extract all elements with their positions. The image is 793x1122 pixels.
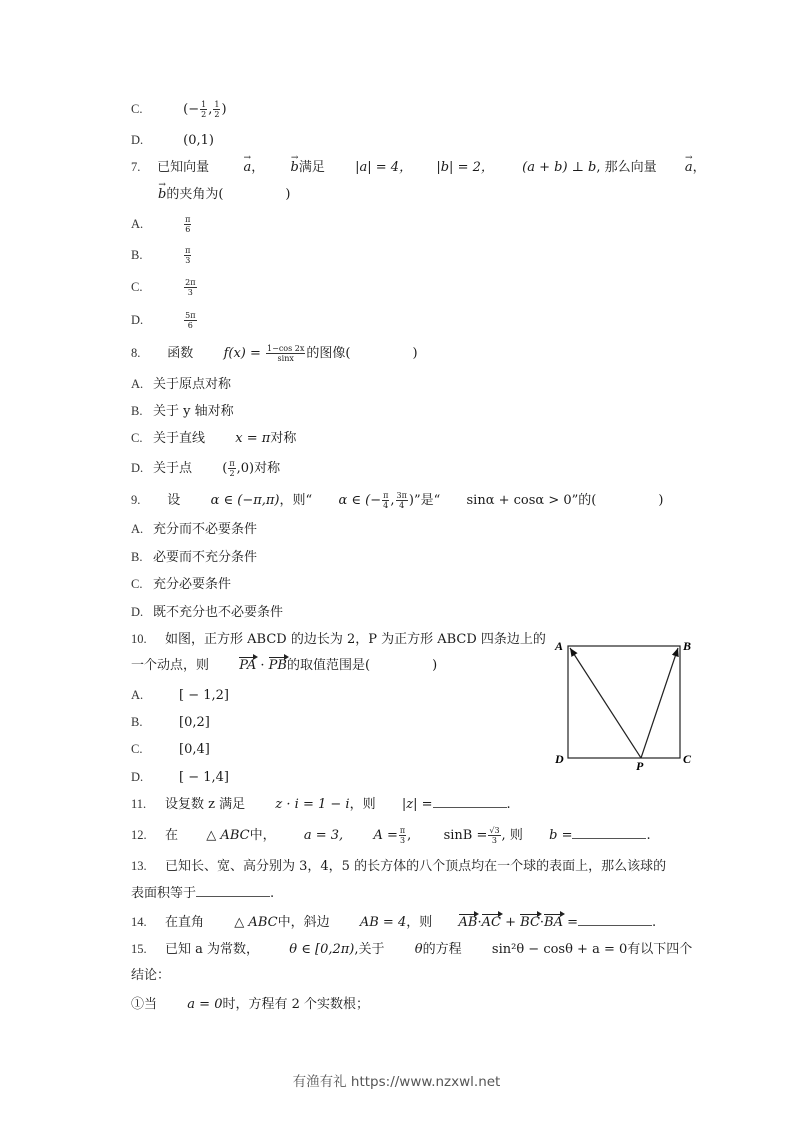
option-label: A.: [131, 522, 144, 536]
frac-num: π: [399, 826, 406, 835]
stem-text: 满足: [298, 160, 325, 175]
q7-option-c: [131, 278, 198, 297]
period: .: [646, 828, 651, 843]
frac-num: π: [185, 246, 191, 255]
q13-stem-cont: [131, 884, 274, 903]
point-c-label: C: [683, 752, 692, 766]
answer-blank[interactable]: [572, 826, 646, 839]
stem-text: ，则: [349, 797, 376, 812]
stem-text: 函数: [167, 346, 194, 361]
vector-ac: AC: [481, 915, 501, 930]
paren: ): [285, 187, 291, 202]
answer-blank[interactable]: [196, 884, 270, 897]
stem-text: 已知长、宽、高分别为 3，4，5 的长方体的八个顶点均在一个球的表面上，那么该球的: [165, 859, 667, 874]
question-number: 11.: [131, 797, 147, 811]
condition: θ ∈ [0,2π): [289, 942, 355, 957]
option-label: C.: [131, 577, 143, 591]
option-label: D.: [131, 313, 144, 327]
triangle: △ ABC: [206, 828, 250, 843]
condition: (a + b) ⊥ b: [522, 160, 597, 175]
option-text: 对称: [270, 431, 297, 446]
condition: ): [408, 493, 414, 508]
answer-blank[interactable]: [578, 913, 652, 926]
q9-stem: 9. 设 α ∈ (−π,π)，则“ α ∈ (− $\frac{\pi}{4}$ , $\frac{3\pi}{4}$ )”是“ sinα + cosα > 0”的( ): [131, 491, 664, 510]
option-text: 充分必要条件: [153, 577, 232, 592]
q9-option-d: [131, 603, 283, 622]
stem-text: 一个动点，则: [131, 658, 210, 673]
q10-option-b: [131, 713, 210, 732]
condition: α ∈ (−π,π): [210, 493, 280, 508]
equals-sign: =: [567, 915, 579, 930]
plus-operator: +: [505, 915, 517, 930]
question-number: 10.: [131, 632, 147, 646]
frac-den: 4: [399, 501, 405, 510]
frac-den: 6: [185, 225, 191, 234]
option-text: 关于点: [153, 461, 193, 476]
option-label: D.: [131, 461, 144, 475]
point-d-label: D: [555, 752, 564, 766]
option-label: B.: [131, 404, 143, 418]
frac-den: 4: [383, 501, 389, 510]
q7-stem-cont: [158, 186, 290, 204]
square-outline: [568, 646, 680, 758]
q7-option-a: [131, 215, 192, 234]
question-number: 13.: [131, 859, 147, 873]
q12-stem: [131, 826, 651, 845]
option-label: A.: [131, 377, 144, 391]
point-p-label: P: [636, 759, 644, 772]
frac-den: 2: [229, 469, 235, 478]
q13-stem: [131, 857, 666, 876]
q15-stem: [131, 940, 692, 959]
option-value: [ − 1,2]: [179, 688, 229, 703]
option-text: 对称: [254, 461, 281, 476]
stem-text: 在直角: [165, 915, 205, 930]
comma: ,: [407, 828, 412, 843]
q10-option-a: [131, 686, 229, 705]
option-math: ,0): [236, 461, 255, 476]
stem-text: 的图像(: [306, 346, 351, 361]
q7-option-b: [131, 246, 192, 265]
vector-pb: PB: [268, 658, 287, 673]
stem-text: ”是“: [413, 493, 441, 508]
q14-stem: [131, 913, 656, 932]
vector-ba: BA: [544, 915, 563, 930]
stem-text: , 那么向量: [596, 160, 657, 175]
q15-item-1: [131, 996, 369, 1014]
triangle: △ ABC: [234, 915, 278, 930]
q7-stem: 7. 已知向量 → a， → b满足 |a| = 4， |b| = 2， (a + b) ⊥ b, 那么向量 → a，: [131, 158, 706, 177]
q6-option-d: [131, 131, 214, 150]
option-label: D.: [131, 605, 144, 619]
q9-option-c: [131, 575, 231, 594]
frac-den: 6: [187, 321, 193, 330]
option-value: (0,1): [183, 133, 214, 148]
option-label: D.: [131, 133, 144, 147]
option-label: D.: [131, 770, 144, 784]
period: .: [270, 886, 275, 901]
stem-text: 的取值范围是(: [286, 658, 371, 673]
stem-text: 有以下四个: [627, 942, 693, 957]
option-text: 关于原点对称: [153, 377, 232, 392]
question-number: 14.: [131, 915, 147, 929]
option-label: A.: [131, 217, 144, 231]
condition: a = 3,: [303, 828, 344, 843]
answer-blank[interactable]: [433, 795, 507, 808]
dot-operator: ·: [260, 658, 265, 673]
footer-watermark: 有渔有礼 https://www.nzxwl.net: [292, 1074, 501, 1090]
stem-text: 中，斜边: [277, 915, 330, 930]
stem-text: 已知向量: [157, 160, 210, 175]
option-value: [0,2]: [179, 715, 210, 730]
q8-option-d: D. 关于点 ( $\frac{\pi}{2}$ ,0)对称: [131, 459, 281, 478]
point-b-label: B: [683, 639, 692, 653]
dot-operator: ·: [477, 915, 482, 930]
vector-pb-arrow: [641, 648, 678, 758]
option-label: B.: [131, 248, 143, 262]
stem-text: 中，: [249, 828, 276, 843]
q10-stem: [131, 630, 546, 649]
vector-b: → b: [158, 186, 166, 204]
q8-stem: [131, 344, 418, 363]
equation: sin²θ − cosθ + a = 0: [491, 942, 628, 957]
period: .: [506, 797, 511, 812]
option-text: 关于直线: [153, 431, 206, 446]
condition: |a| = 4，: [355, 160, 413, 175]
vector-bc: BC: [520, 915, 540, 930]
stem-text: 表面积等于: [131, 886, 197, 901]
stem-text: 设: [167, 493, 181, 508]
q9-option-b: [131, 548, 257, 567]
vector-a: → a: [685, 159, 693, 177]
condition: sinB =: [443, 828, 488, 843]
stem-text: ，则“: [279, 493, 313, 508]
condition: AB = 4: [359, 915, 407, 930]
vector-a: → a: [243, 159, 251, 177]
option-label: C.: [131, 742, 143, 756]
option-label: B.: [131, 715, 143, 729]
q8-option-a: [131, 375, 231, 394]
option-label: A.: [131, 688, 144, 702]
option-text: 关于 y 轴对称: [153, 404, 234, 419]
condition: A =: [373, 828, 398, 843]
frac-den: sinx: [277, 354, 294, 363]
question-number: 12.: [131, 828, 147, 842]
q8-option-b: [131, 402, 234, 421]
stem-text: 的夹角为(: [166, 187, 224, 202]
option-value: [0,4]: [179, 742, 210, 757]
vector-ab: AB: [458, 915, 478, 930]
dot-operator: ·: [539, 915, 545, 930]
option-text: 充分而不必要条件: [153, 522, 258, 537]
q9-option-a: [131, 520, 257, 539]
option-label: C.: [131, 102, 143, 116]
square-abcd-figure: [553, 636, 703, 772]
question-number: 8.: [131, 346, 141, 360]
condition: |b| = 2，: [436, 160, 494, 175]
frac-den: 3: [399, 836, 406, 845]
equation: z · i = 1 − i: [275, 797, 350, 812]
frac-num: 1−cos 2x: [267, 344, 305, 353]
stem-text: 则: [509, 828, 523, 843]
paren: ): [432, 658, 438, 673]
vector-b: → b: [291, 159, 299, 177]
stem-text: 时，方程有 2 个实数根；: [222, 997, 370, 1012]
answer-prompt: |z| =: [401, 797, 433, 812]
frac-num: π: [383, 491, 389, 500]
q8-option-c: [131, 429, 296, 448]
point-a-label: A: [555, 639, 564, 653]
stem-text: ，则: [406, 915, 433, 930]
q7-option-d: [131, 311, 198, 330]
paren: ): [658, 493, 664, 508]
option-value: (− $\frac{1}{2}$ , $\frac{1}{2}$ ): [183, 100, 227, 119]
frac-num: π: [185, 215, 191, 224]
q10-option-d: [131, 768, 229, 787]
stem-text: 结论：: [131, 968, 171, 983]
question-number: 15.: [131, 942, 147, 956]
q15-stem-cont: [131, 967, 170, 985]
vector-pa: PA: [239, 658, 257, 673]
option-label: B.: [131, 550, 143, 564]
option-value: [ − 1,4]: [179, 770, 229, 785]
period: .: [652, 915, 657, 930]
item-marker: ①当: [131, 997, 158, 1012]
function-expr: f(x) =: [223, 346, 261, 361]
question-number: 9.: [131, 493, 141, 507]
option-text: 必要而不充分条件: [153, 550, 258, 565]
q11-stem: [131, 795, 511, 814]
vector-pa-arrow: [570, 648, 641, 758]
stem-text: 的方程: [422, 942, 462, 957]
frac-num: 5π: [185, 311, 196, 320]
option-label: C.: [131, 280, 143, 294]
frac-num: π: [229, 459, 235, 468]
frac-num: √3: [489, 826, 500, 835]
frac-den: 3: [185, 256, 191, 265]
condition: α ∈ (−: [338, 493, 382, 508]
stem-text: 如图，正方形 ABCD 的边长为 2，P 为正方形 ABCD 四条边上的: [165, 632, 546, 647]
q10-stem-cont: [131, 657, 437, 675]
frac-den: 3: [491, 836, 497, 845]
stem-text: ”的(: [571, 493, 597, 508]
frac-num: 2π: [185, 278, 196, 287]
frac-den: 3: [187, 288, 193, 297]
stem-text: ,关于: [354, 942, 385, 957]
q10-option-c: [131, 740, 210, 759]
stem-text: 已知 a 为常数，: [165, 942, 260, 957]
question-number: 7.: [131, 160, 141, 174]
q6-option-c: [131, 100, 227, 119]
paren: ): [412, 346, 418, 361]
option-label: C.: [131, 431, 143, 445]
frac-num: 3π: [396, 491, 407, 500]
comma: ,: [501, 828, 506, 843]
stem-text: 在: [165, 828, 179, 843]
variable-theta: θ: [414, 942, 423, 957]
option-text: 既不充分也不必要条件: [153, 605, 284, 620]
answer-prompt: b =: [549, 828, 573, 843]
condition: sinα + cosα > 0: [466, 493, 572, 508]
option-math: x = π: [235, 431, 271, 446]
stem-text: 设复数 z 满足: [165, 797, 246, 812]
condition: a = 0: [187, 997, 223, 1012]
